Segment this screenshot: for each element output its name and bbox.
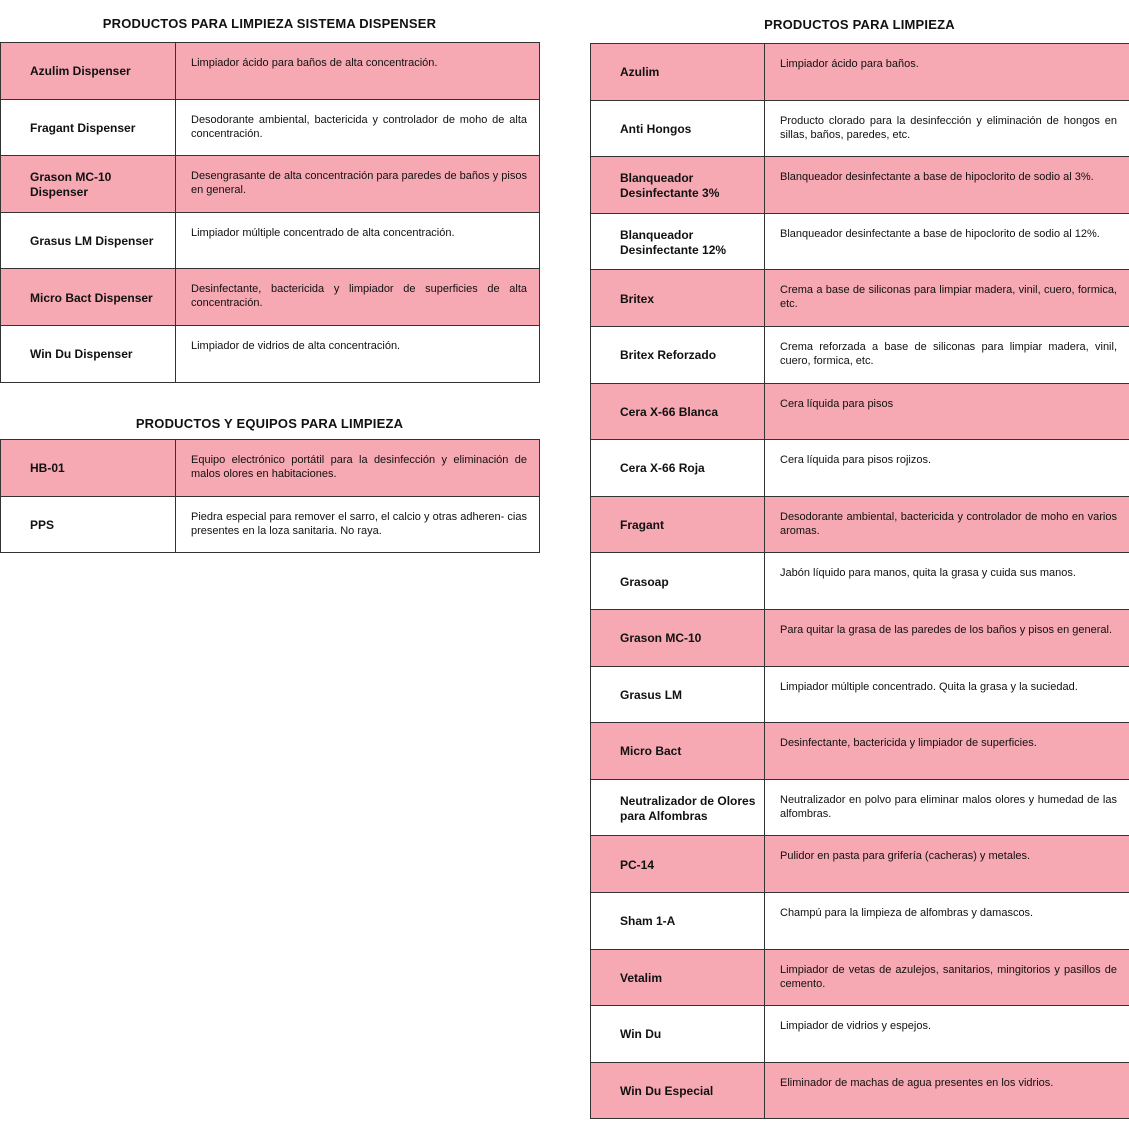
product-description: Eliminador de machas de agua presentes en los vidrios. xyxy=(765,1062,1129,1119)
product-name: Grasus LM xyxy=(591,666,765,723)
limpieza-table-body xyxy=(591,44,1129,1119)
product-description: Blanqueador desinfectante a base de hipoclorito de sodio al 12%. xyxy=(765,213,1129,270)
product-name: Grason MC-10 xyxy=(591,609,765,666)
product-description: Para quitar la grasa de las paredes de los baños y pisos en general. xyxy=(765,609,1129,666)
table-row xyxy=(1,496,540,553)
table-row xyxy=(591,779,1129,836)
table-row xyxy=(1,156,540,213)
product-description: Equipo electrónico portátil para la desinfección y eliminación de malos olores en habitaciones. xyxy=(176,440,540,497)
product-name: Win Du xyxy=(591,1006,765,1063)
table-row xyxy=(591,553,1129,610)
product-name: Fragant xyxy=(591,496,765,553)
product-description: Limpiador ácido para baños. xyxy=(765,44,1129,101)
product-description: Crema a base de siliconas para limpiar madera, vinil, cuero, formica, etc. xyxy=(765,270,1129,327)
table-row xyxy=(1,212,540,269)
product-description: Champú para la limpieza de alfombras y damascos. xyxy=(765,892,1129,949)
product-name: PC-14 xyxy=(591,836,765,893)
table-row xyxy=(591,383,1129,440)
table-row xyxy=(591,100,1129,157)
product-name: Blanqueador Desinfectante 3% xyxy=(591,157,765,214)
product-name: Britex xyxy=(591,270,765,327)
table-row xyxy=(591,723,1129,780)
equipos-section-title: PRODUCTOS Y EQUIPOS PARA LIMPIEZA xyxy=(135,416,404,431)
product-description: Desengrasante de alta concentración para paredes de baños y pisos en general. xyxy=(176,156,540,213)
product-name: Win Du Especial xyxy=(591,1062,765,1119)
product-description: Limpiador de vetas de azulejos, sanitarios, mingitorios y pasillos de cemento. xyxy=(765,949,1129,1006)
table-row xyxy=(591,440,1129,497)
product-description: Blanqueador desinfectante a base de hipoclorito de sodio al 3%. xyxy=(765,157,1129,214)
product-description: Desinfectante, bactericida y limpiador de superficies. xyxy=(765,723,1129,780)
product-description: Limpiador múltiple concentrado de alta concentración. xyxy=(176,212,540,269)
table-row xyxy=(591,666,1129,723)
table-row xyxy=(591,213,1129,270)
table-row xyxy=(591,157,1129,214)
product-description: Piedra especial para remover el sarro, el calcio y otras adheren- cias presentes en la loza sanitaria. No raya. xyxy=(176,496,540,553)
table-row xyxy=(1,99,540,156)
product-description: Cera líquida para pisos xyxy=(765,383,1129,440)
product-description: Cera líquida para pisos rojizos. xyxy=(765,440,1129,497)
product-name: Micro Bact Dispenser xyxy=(1,269,176,326)
table-row xyxy=(591,326,1129,383)
table-row xyxy=(591,496,1129,553)
product-description: Desodorante ambiental, bactericida y controlador de moho en varios aromas. xyxy=(765,496,1129,553)
dispenser-section-title: PRODUCTOS PARA LIMPIEZA SISTEMA DISPENSER xyxy=(102,16,437,31)
table-row xyxy=(591,1062,1129,1119)
product-name: Azulim Dispenser xyxy=(1,43,176,100)
table-row xyxy=(591,949,1129,1006)
table-row xyxy=(591,270,1129,327)
product-name: Grason MC-10 Dispenser xyxy=(1,156,176,213)
dispenser-table-body xyxy=(1,43,540,383)
product-name: Britex Reforzado xyxy=(591,326,765,383)
table-row xyxy=(1,440,540,497)
product-name: PPS xyxy=(1,496,176,553)
equipos-table-body xyxy=(1,440,540,553)
equipos-table xyxy=(0,439,540,553)
table-row xyxy=(591,44,1129,101)
limpieza-section-title: PRODUCTOS PARA LIMPIEZA xyxy=(764,17,955,32)
product-name: Vetalim xyxy=(591,949,765,1006)
product-name: Cera X-66 Blanca xyxy=(591,383,765,440)
product-description: Limpiador de vidrios de alta concentración. xyxy=(176,325,540,382)
product-name: Azulim xyxy=(591,44,765,101)
table-row xyxy=(591,836,1129,893)
product-description: Producto clorado para la desinfección y eliminación de hongos en sillas, baños, paredes, etc. xyxy=(765,100,1129,157)
table-row xyxy=(1,325,540,382)
product-description: Crema reforzada a base de siliconas para limpiar madera, vinil, cuero, formica, etc. xyxy=(765,326,1129,383)
product-description: Limpiador múltiple concentrado. Quita la grasa y la suciedad. xyxy=(765,666,1129,723)
product-name: Micro Bact xyxy=(591,723,765,780)
product-description: Desodorante ambiental, bactericida y controlador de moho de alta concentración. xyxy=(176,99,540,156)
product-description: Limpiador de vidrios y espejos. xyxy=(765,1006,1129,1063)
product-name: Win Du Dispenser xyxy=(1,325,176,382)
product-name: Grasoap xyxy=(591,553,765,610)
product-name: Grasus LM Dispenser xyxy=(1,212,176,269)
product-description: Limpiador ácido para baños de alta concentración. xyxy=(176,43,540,100)
limpieza-table xyxy=(590,43,1129,1119)
product-description: Jabón líquido para manos, quita la grasa y cuida sus manos. xyxy=(765,553,1129,610)
product-name: Cera X-66 Roja xyxy=(591,440,765,497)
dispenser-table xyxy=(0,42,540,383)
table-row xyxy=(1,43,540,100)
product-name: Fragant Dispenser xyxy=(1,99,176,156)
table-row xyxy=(591,892,1129,949)
table-row xyxy=(1,269,540,326)
table-row xyxy=(591,1006,1129,1063)
table-row xyxy=(591,609,1129,666)
product-name: Anti Hongos xyxy=(591,100,765,157)
product-name: Blanqueador Desinfectante 12% xyxy=(591,213,765,270)
product-name: HB-01 xyxy=(1,440,176,497)
product-name: Sham 1-A xyxy=(591,892,765,949)
product-description: Pulidor en pasta para grifería (cacheras) y metales. xyxy=(765,836,1129,893)
product-description: Desinfectante, bactericida y limpiador de superficies de alta concentración. xyxy=(176,269,540,326)
product-description: Neutralizador en polvo para eliminar malos olores y humedad de las alfombras. xyxy=(765,779,1129,836)
product-name: Neutralizador de Olores para Alfombras xyxy=(591,779,765,836)
